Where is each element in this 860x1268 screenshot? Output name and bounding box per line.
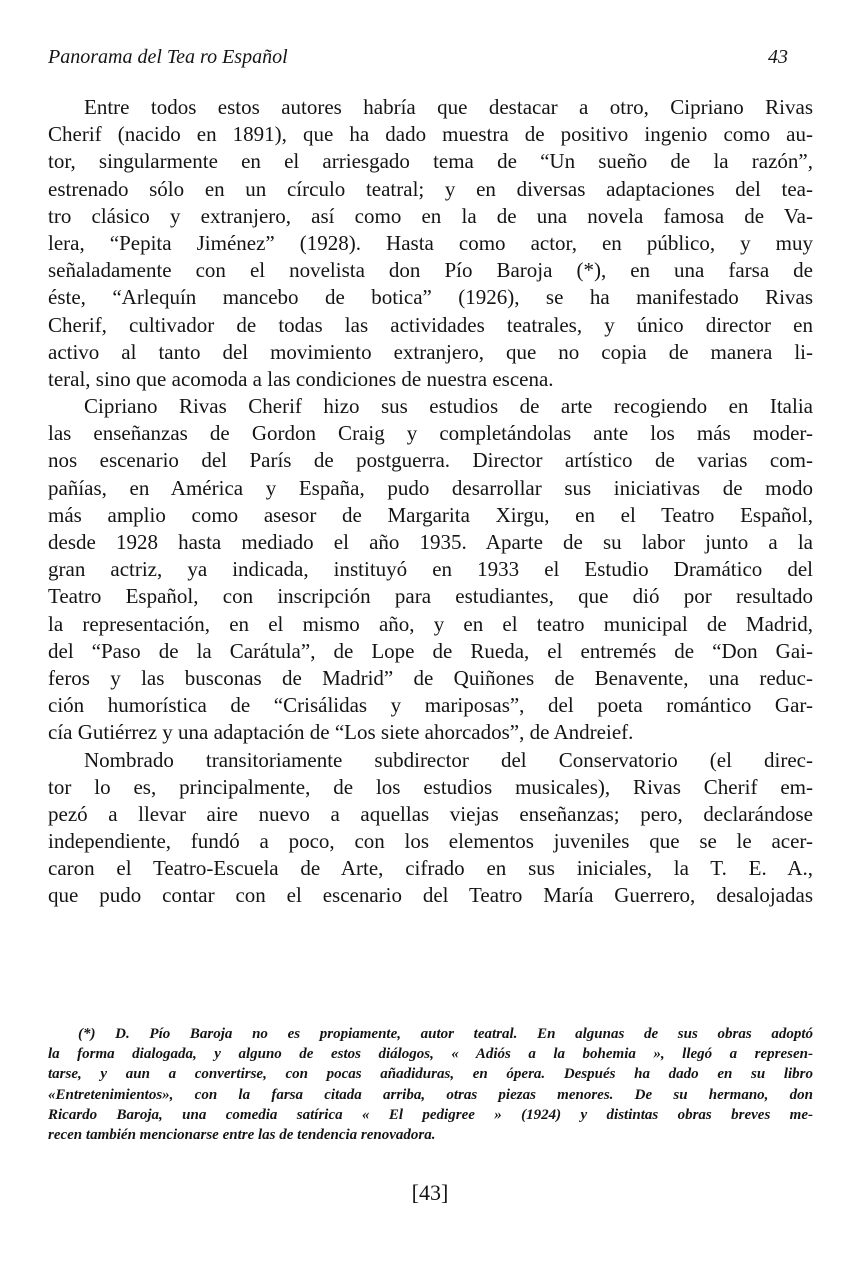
- text-line: independiente, fundó a poco, con los elementos juveniles que se le acer-: [48, 829, 813, 854]
- footnote-line: recen también mencionarse entre las de tendencia renovadora.: [48, 1126, 436, 1143]
- text-line: Nombrado transitoriamente subdirector del Conservatorio (el direc-: [84, 747, 813, 772]
- text-line: lera, “Pepita Jiménez” (1928). Hasta como actor, en público, y muy: [48, 230, 813, 255]
- text-line: caron el Teatro-Escuela de Arte, cifrado en sus iniciales, la T. E. A.,: [48, 856, 813, 881]
- text-line: Teatro Español, con inscripción para estudiantes, que dió por resultado: [48, 584, 813, 609]
- folio: [43]: [411, 1180, 449, 1205]
- text-line: cía Gutiérrez y una adaptación de “Los siete ahorcados”, de Andreief.: [48, 720, 634, 745]
- footnote-line: «Entretenimientos», con la farsa citada arriba, otras piezas menores. De su hermano, don: [48, 1086, 813, 1103]
- text-line: que pudo contar con el escenario del Teatro María Guerrero, desalojadas: [48, 883, 813, 908]
- text-line: pañías, en América y España, pudo desarrollar sus iniciativas de modo: [48, 475, 813, 500]
- page-number: 43: [768, 46, 788, 68]
- text-line: Cipriano Rivas Cherif hizo sus estudios de arte recogiendo en Italia: [84, 394, 813, 419]
- text-line: Entre todos estos autores habría que destacar a otro, Cipriano Rivas: [84, 95, 813, 119]
- footnote-line: Ricardo Baroja, una comedia satírica « El pedigree » (1924) y distintas obras breves me-: [48, 1106, 813, 1123]
- text-line: gran actriz, ya indicada, instituyó en 1933 el Estudio Dramático del: [48, 557, 813, 582]
- text-line: ción humorística de “Crisálidas y mariposas”, del poeta romántico Gar-: [48, 693, 813, 718]
- text-line: nos escenario del París de postguerra. Director artístico de varias com-: [48, 448, 813, 473]
- text-line: teral, sino que acomoda a las condiciones de nuestra escena.: [48, 366, 554, 391]
- text-line: estrenado sólo en un círculo teatral; y en diversas adaptaciones del tea-: [48, 176, 813, 201]
- text-line: la representación, en el mismo año, y en el teatro municipal de Madrid,: [48, 611, 813, 636]
- text-line: éste, “Arlequín mancebo de botica” (1926), se ha manifestado Rivas: [48, 285, 813, 310]
- footnote-line: tarse, y aun a convertirse, con pocas añadiduras, en ópera. Después ha dado en su libro: [48, 1066, 813, 1083]
- footnote: [48, 1024, 813, 1145]
- text-line: señaladamente con el novelista don Pío Baroja (*), en una farsa de: [48, 258, 813, 283]
- footnote-line: la forma dialogada, y alguno de estos diálogos, « Adiós a la bohemia », llegó a represen-: [48, 1046, 813, 1063]
- text-line: pezó a llevar aire nuevo a aquellas viejas enseñanzas; pero, declarándose: [48, 801, 813, 826]
- text-line: tro clásico y extranjero, así como en la de una novela famosa de Va-: [48, 203, 813, 228]
- text-line: tor, singularmente en el arriesgado tema de “Un sueño de la razón”,: [48, 149, 813, 174]
- text-line: más amplio como asesor de Margarita Xirgu, en el Teatro Español,: [48, 502, 813, 527]
- text-line: tor lo es, principalmente, de los estudios musicales), Rivas Cherif em-: [48, 774, 813, 799]
- text-line: las enseñanzas de Gordon Craig y completándolas ante los más moder-: [48, 421, 813, 446]
- text-line: desde 1928 hasta mediado el año 1935. Aparte de su labor junto a la: [48, 530, 813, 554]
- text-line: del “Paso de la Carátula”, de Lope de Rueda, el entremés de “Don Gai-: [48, 638, 813, 663]
- text-line: activo al tanto del movimiento extranjero, que no copia de manera li-: [48, 339, 813, 364]
- running-title: Panorama del Tea ro Español: [48, 46, 288, 68]
- running-header: [48, 46, 788, 76]
- text-line: feros y las busconas de Madrid” de Quiñones de Benavente, una reduc-: [48, 665, 813, 690]
- text-line: Cherif, cultivador de todas las actividades teatrales, y único director en: [48, 312, 813, 337]
- text-line: Cherif (nacido en 1891), que ha dado muestra de positivo ingenio como au-: [48, 122, 813, 147]
- main-text: [48, 94, 813, 910]
- footnote-line: (*) D. Pío Baroja no es propiamente, autor teatral. En algunas de sus obras adoptó: [78, 1026, 813, 1042]
